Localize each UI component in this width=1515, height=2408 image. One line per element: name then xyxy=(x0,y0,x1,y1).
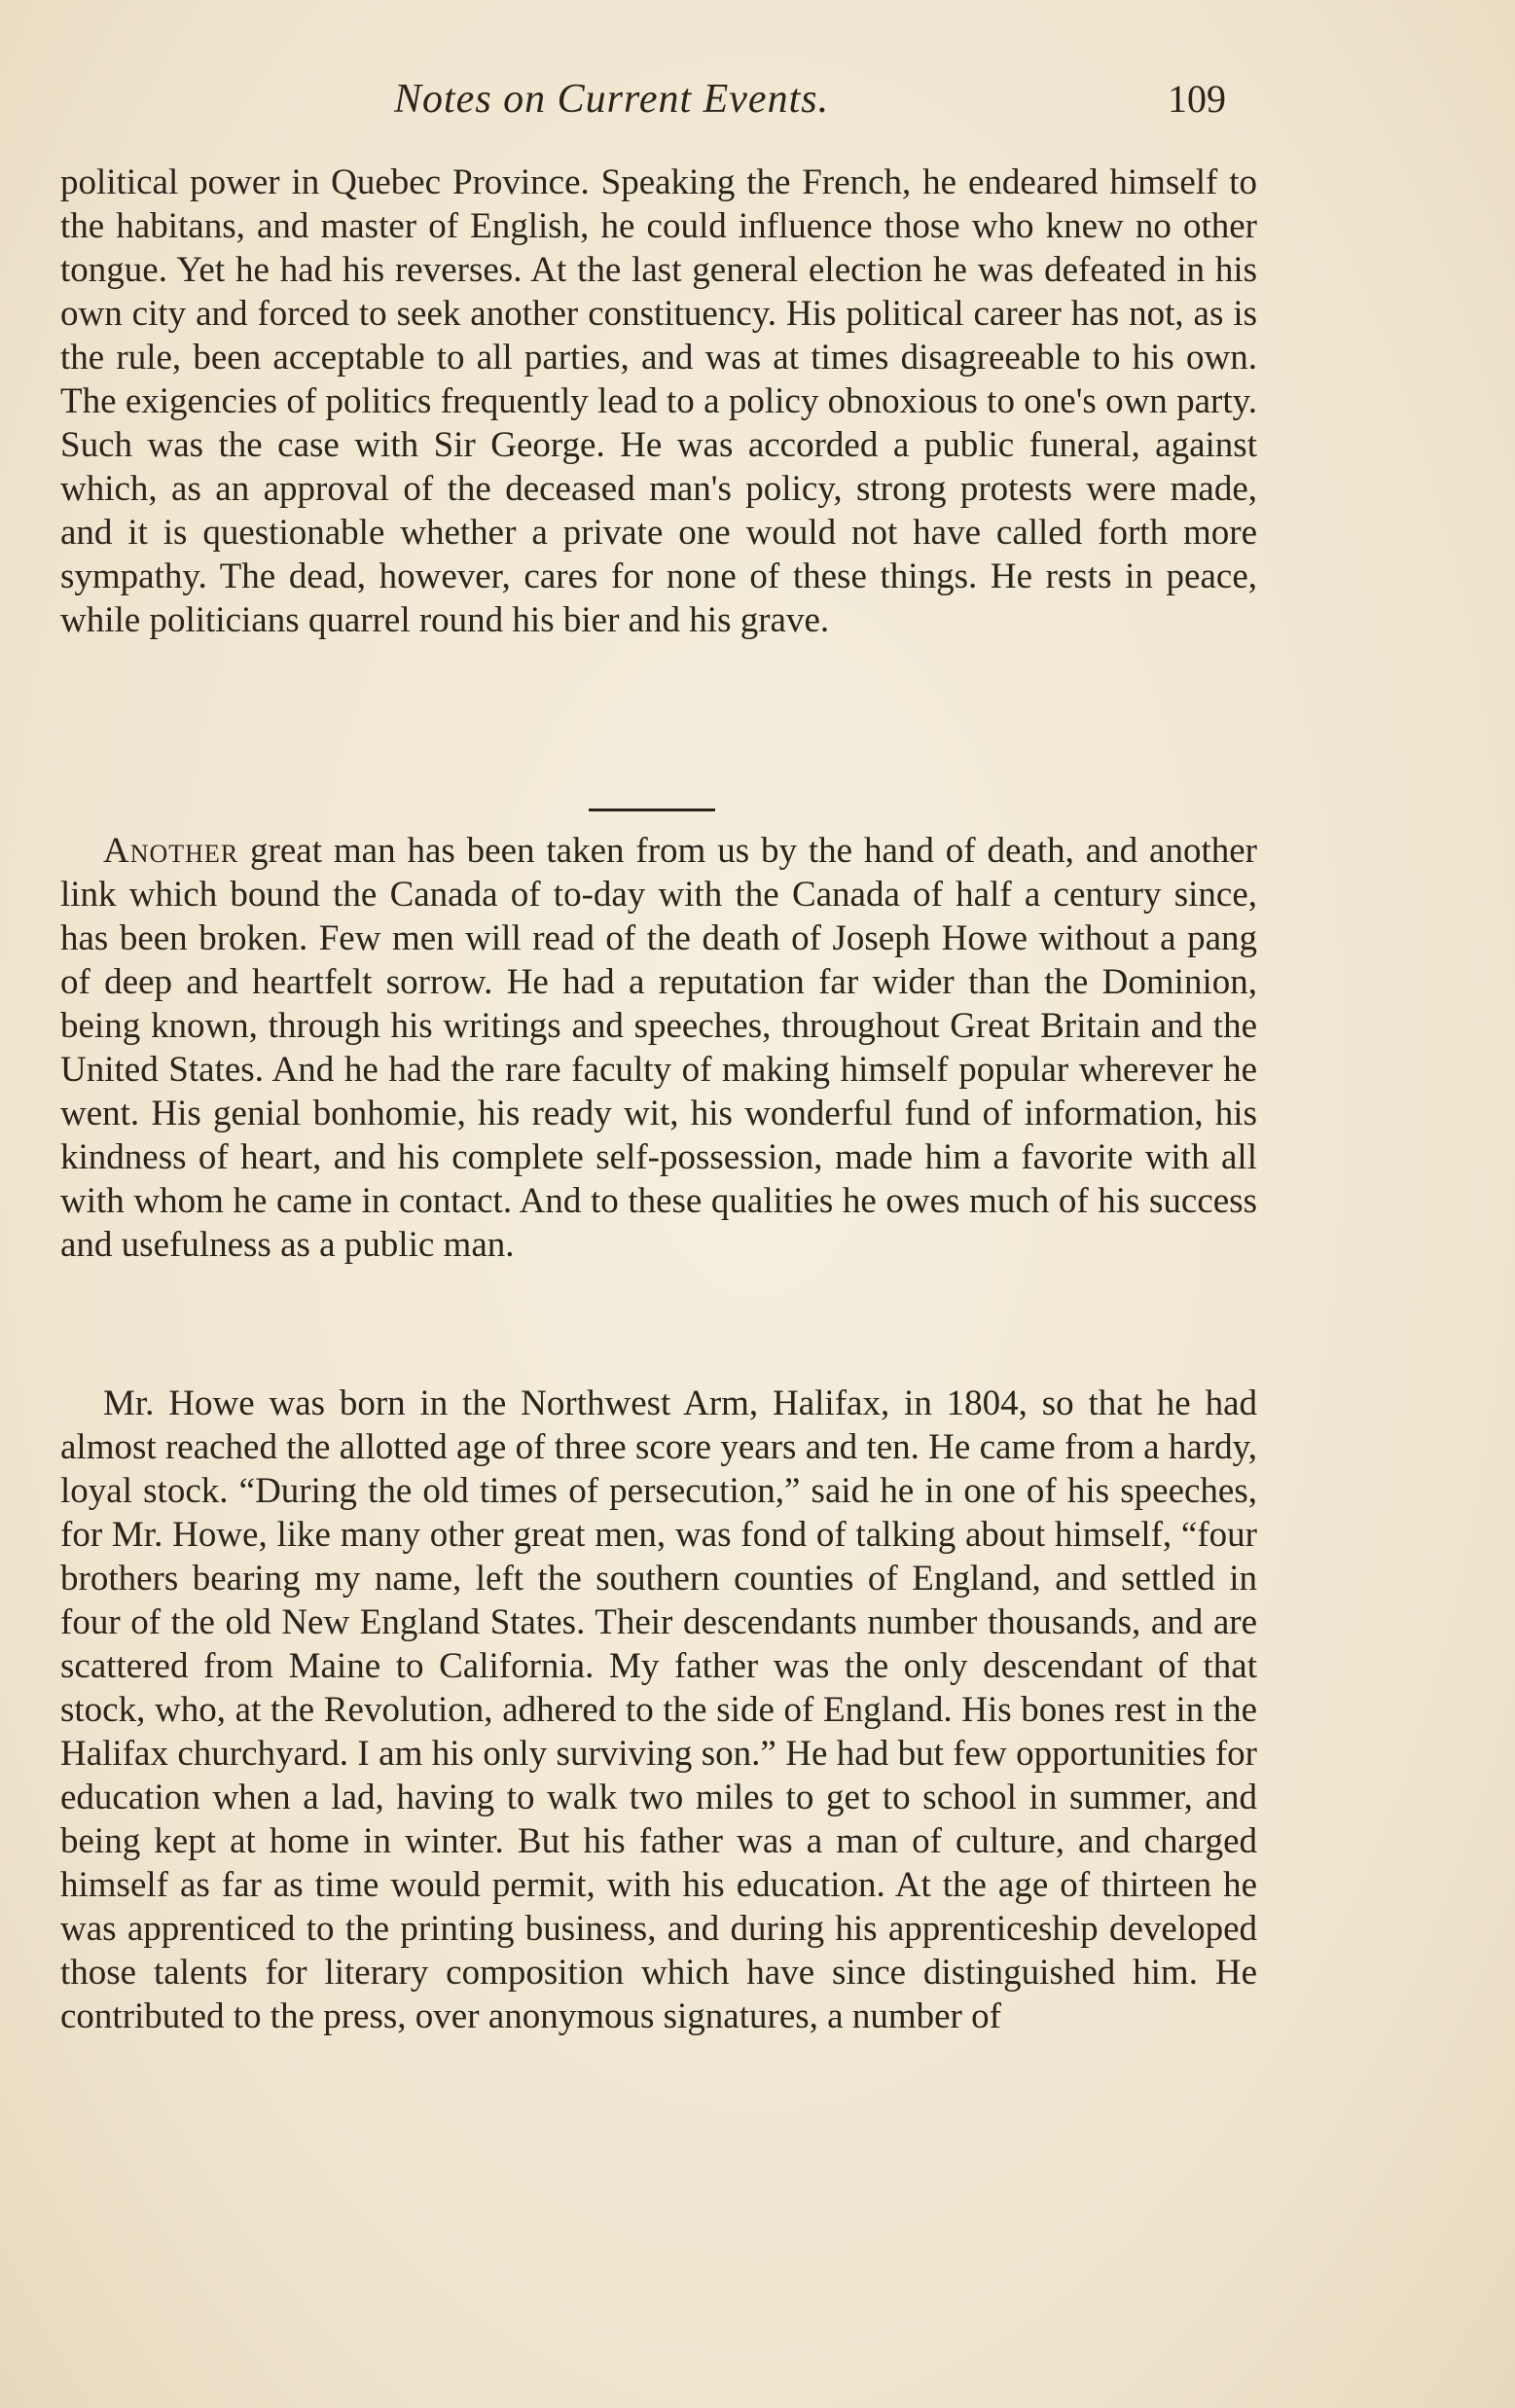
running-header xyxy=(0,76,1515,134)
paragraph-howe-intro xyxy=(60,829,1257,1267)
page-number: 109 xyxy=(1168,77,1226,121)
running-title: Notes on Current Events. xyxy=(394,77,830,122)
paragraph-body xyxy=(60,829,1257,1267)
paragraph-lead-word: Another xyxy=(103,831,239,871)
paragraph-cartier-continued xyxy=(60,161,1257,642)
paragraph-text: Mr. Howe was born in the Northwest Arm, Halifax, in 1804, so that he had almost reached the allotted age of three score years and ten. He came from a hardy, loyal stock. “During the old times of persecution,” said he in one of his speeches, for Mr. Howe, like many other great men, was fond of talking about himself, “four brothers bearing my name, left the southern counties of England, and settled in four of the old New England States. Their descendants number thousands, and are scattered from Maine to California. My father was the only descendant of that stock, who, at the Revolution, adhered to the side of England. His bones rest in the Halifax churchyard. I am his only surviving son.” He had but few opportunities for education when a lad, having to walk two miles to get to school in summer, and being kept at home in winter. But his father was a man of culture, and charged himself as far as time would permit, with his education. At the age of thirteen he was apprenticed to the printing business, and during his apprenticeship developed those talents for literary composition which have since distinguished him. He contributed to the press, over anonymous signatures, a number of xyxy=(60,1384,1257,2036)
section-divider xyxy=(589,809,715,811)
paragraph-text: political power in Quebec Province. Speaking the French, he endeared himself to the habitans, and master of English, he could influence those who knew no other tongue. Yet he had his reverses. At the last general election he was defeated in his own city and forced to seek another constituency. His political career has not, as is the rule, been acceptable to all parties, and was at times disagreeable to his own. The exigencies of politics frequently lead to a policy obnoxious to one's own party. Such was the case with Sir George. He was accorded a public funeral, against which, as an approval of the deceased man's policy, strong protests were made, and it is questionable whether a private one would not have called forth more sympathy. The dead, however, cares for none of these things. He rests in peace, while politicians quarrel round his bier and his grave. xyxy=(60,162,1257,640)
paragraph-howe-biography xyxy=(60,1382,1257,2038)
paragraph-text: great man has been taken from us by the hand of death, and another link which bound the Canada of to-day with the Canada of half a century since, has been broken. Few men will read of the death of Joseph Howe without a pang of deep and heartfelt sorrow. He had a reputation far wider than the Dominion, being known, through his writings and speeches, throughout Great Britain and the United States. And he had the rare faculty of making himself popular wherever he went. His genial bonhomie, his ready wit, his wonderful fund of information, his kindness of heart, and his complete self-possession, made him a favorite with all with whom he came in contact. And to these qualities he owes much of his success and usefulness as a public man. xyxy=(60,831,1257,1265)
